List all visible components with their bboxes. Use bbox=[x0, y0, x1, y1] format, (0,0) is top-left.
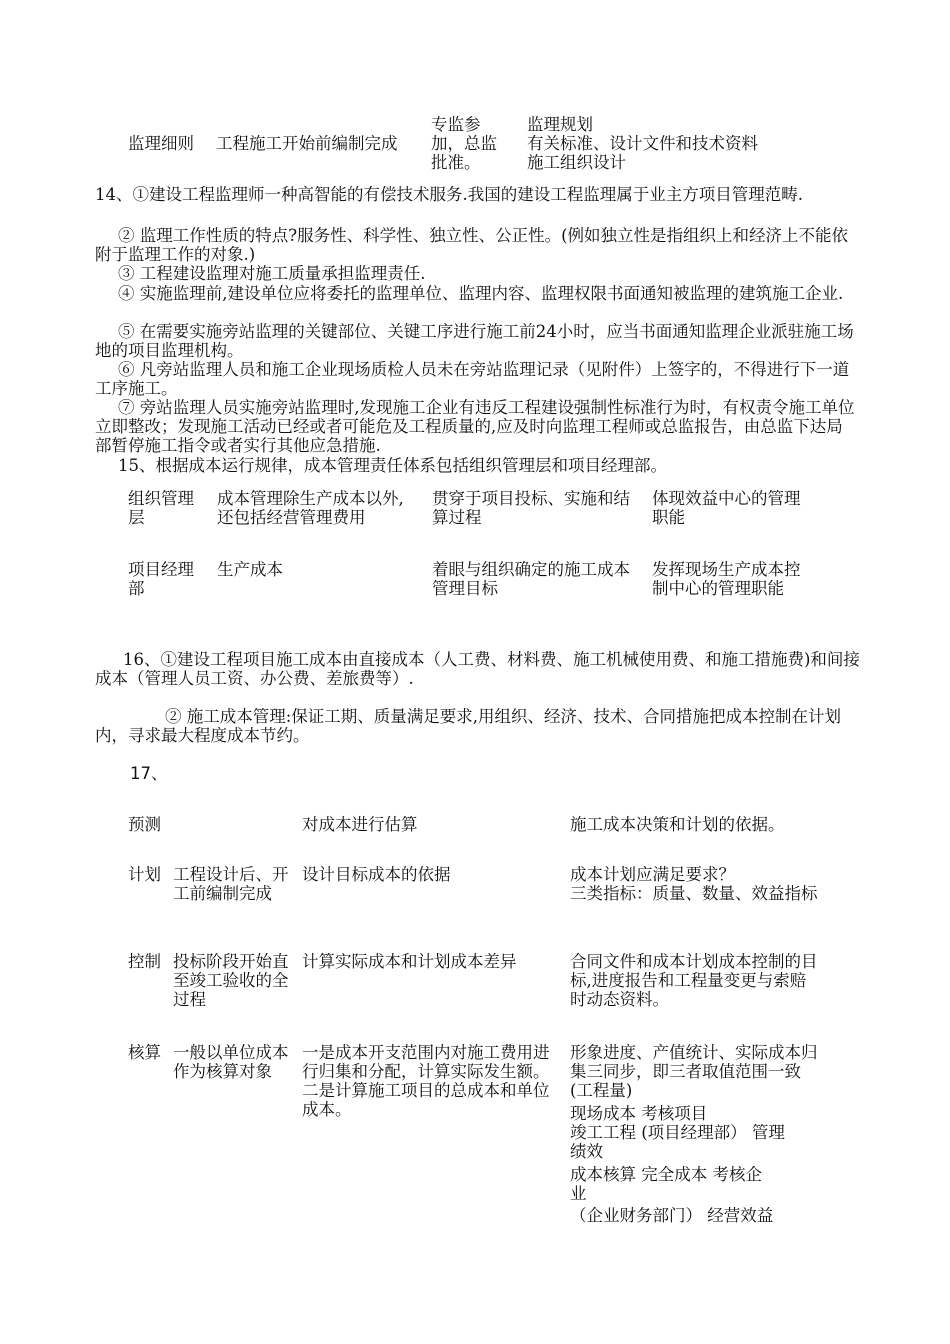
accounting-name: 核算 bbox=[128, 1043, 161, 1062]
plan-time: 工程设计后、开工前编制完成 bbox=[173, 865, 289, 903]
detail-timing: 工程施工开始前编制完成 bbox=[216, 134, 398, 153]
forecast-desc: 对成本进行估算 bbox=[302, 815, 418, 834]
control-desc: 计算实际成本和计划成本差异 bbox=[302, 952, 517, 971]
org-level: 组织管理层 bbox=[128, 489, 194, 527]
item17-heading: 17、 bbox=[130, 764, 168, 783]
pm-process: 着眼与组织确定的施工成本管理目标 bbox=[432, 560, 630, 598]
detail-label: 监理细则 bbox=[128, 134, 194, 153]
accounting-desc: 一是成本开支范围内对施工费用进行归集和分配，计算实际发生额。二是计算施工项目的总成本和单位成本。 bbox=[302, 1043, 550, 1119]
org-scope: 成本管理除生产成本以外,还包括经营管理费用 bbox=[217, 489, 404, 527]
item14-p1: 14、①建设工程监理师一种高智能的有偿技术服务.我国的建设工程监理属于业主方项目管理范畴. bbox=[95, 185, 803, 204]
plan-name: 计划 bbox=[128, 865, 161, 884]
item14-p4: ④ 实施监理前,建设单位应将委托的监理单位、监理内容、监理权限书面通知被监理的建筑施工企业. bbox=[118, 284, 844, 303]
accounting-line-2: 竣工工程 (项目经理部） 管理 bbox=[570, 1123, 785, 1142]
control-name: 控制 bbox=[128, 952, 161, 971]
accounting-time: 一般以单位成本作为核算对象 bbox=[173, 1043, 289, 1081]
item14-p3: ③ 工程建设监理对施工质量承担监理责任. bbox=[118, 264, 426, 283]
plan-note-1: 成本计划应满足要求？ bbox=[570, 865, 735, 884]
item14-p5: ⑤ 在需要实施旁站监理的关键部位、关键工序进行施工前24小时，应当书面通知监理企业派驻施工场地的项目监理机构。 bbox=[95, 322, 854, 360]
forecast-note: 施工成本决策和计划的依据。 bbox=[570, 815, 785, 834]
plan-desc: 设计目标成本的依据 bbox=[302, 865, 451, 884]
item16-p2: ② 施工成本管理:保证工期、质量满足要求,用组织、经济、技术、合同措施把成本控制在计划内，寻求最大程度成本节约。 bbox=[95, 707, 842, 745]
approval-line-3: 批准。 bbox=[431, 153, 481, 172]
item14-p6: ⑥ 凡旁站监理人员和施工企业现场质检人员未在旁站监理记录（见附件）上签字的，不得进行下一道工序施工。 bbox=[95, 360, 850, 398]
approval-line-1: 专监参 bbox=[431, 115, 481, 134]
accounting-line-1: 现场成本 考核项目 bbox=[570, 1104, 708, 1123]
pm-level: 项目经理部 bbox=[128, 560, 194, 598]
pm-scope: 生产成本 bbox=[217, 560, 283, 579]
plan-note-2: 三类指标：质量、数量、效益指标 bbox=[570, 884, 818, 903]
approval-line-2: 加，总监 bbox=[431, 134, 497, 153]
accounting-line-3: 绩效 bbox=[570, 1142, 603, 1161]
forecast-name: 预测 bbox=[128, 815, 161, 834]
item14-p7: ⑦ 旁站监理人员实施旁站监理时,发现施工企业有违反工程建设强制性标准行为时，有权责令施工单位立即整改；发现施工活动已经或者可能危及工程质量的,应及时向监理工程师或总监报告，由总监下达局部暂停施工指令或者实行其他应急措施. bbox=[95, 398, 855, 455]
org-process: 贯穿于项目投标、实施和结算过程 bbox=[432, 489, 630, 527]
basis-line-2: 有关标准、设计文件和技术资料 bbox=[527, 134, 758, 153]
basis-line-3: 施工组织设计 bbox=[527, 153, 626, 172]
accounting-note: 形象进度、产值统计、实际成本归集三同步，即三者取值范围一致(工程量) bbox=[570, 1043, 818, 1100]
accounting-line-6: （企业财务部门） 经营效益 bbox=[570, 1206, 774, 1225]
item14-p2: ② 监理工作性质的特点?服务性、科学性、独立性、公正性。(例如独立性是指组织上和经济上不能依附于监理工作的对象.) bbox=[95, 226, 849, 264]
accounting-line-4: 成本核算 完全成本 考核企 bbox=[570, 1165, 762, 1184]
org-role: 体现效益中心的管理职能 bbox=[652, 489, 801, 527]
pm-role: 发挥现场生产成本控制中心的管理职能 bbox=[652, 560, 801, 598]
accounting-line-5: 业 bbox=[570, 1184, 587, 1203]
control-note: 合同文件和成本计划成本控制的目标,进度报告和工程量变更与索赔时动态资料。 bbox=[570, 952, 818, 1009]
basis-line-1: 监理规划 bbox=[527, 115, 593, 134]
item15-intro: 15、根据成本运行规律，成本管理责任体系包括组织管理层和项目经理部。 bbox=[118, 456, 667, 475]
control-time: 投标阶段开始直至竣工验收的全过程 bbox=[173, 952, 289, 1009]
item16-p1: 16、①建设工程项目施工成本由直接成本（人工费、材料费、施工机械使用费、和施工措施费)和间接成本（管理人员工资、办公费、差旅费等）. bbox=[95, 650, 860, 688]
